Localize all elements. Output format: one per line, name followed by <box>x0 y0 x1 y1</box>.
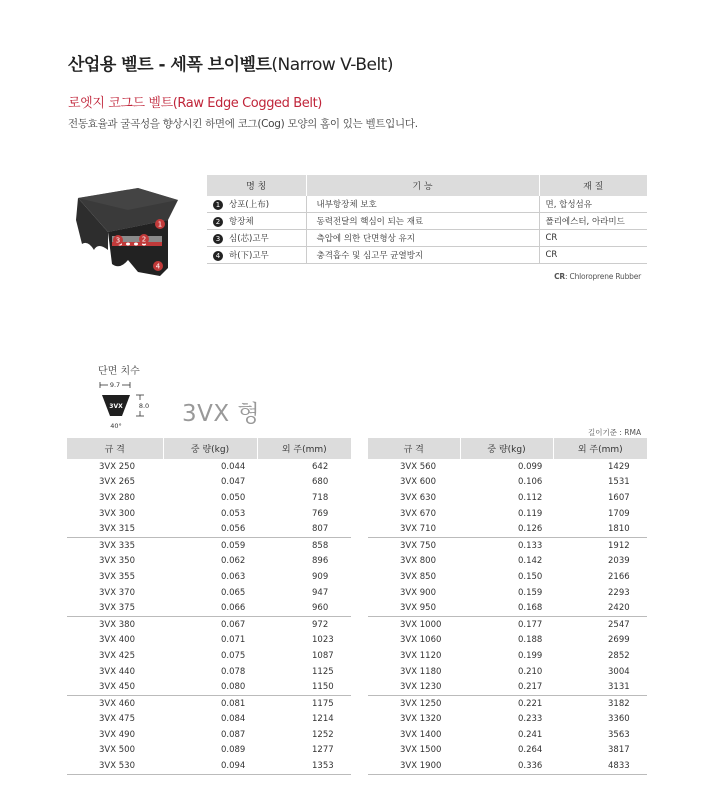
table-row <box>67 475 351 491</box>
table-row <box>368 600 647 616</box>
size-cell: 3VX 350 <box>99 556 135 567</box>
weight-cell: 0.056 <box>221 524 246 535</box>
weight-cell: 0.044 <box>221 461 246 472</box>
spec-material-cell: CR <box>539 230 647 247</box>
size-cell: 3VX 1250 <box>368 695 460 711</box>
circumference-cell: 1023 <box>312 635 334 646</box>
size-cell: 3VX 560 <box>400 461 436 472</box>
spec-number-badge: 1 <box>213 200 223 210</box>
height-dimension: 8.0 <box>138 402 150 410</box>
circumference-cell: 680 <box>312 477 329 488</box>
size-cell: 3VX 335 <box>67 537 163 553</box>
circumference-cell: 3004 <box>608 666 630 677</box>
component-spec-table <box>207 175 647 264</box>
weight-cell: 0.084 <box>221 714 246 725</box>
dimension-table-left <box>67 438 351 775</box>
circumference-cell: 2293 <box>608 587 630 598</box>
table-row <box>368 616 647 632</box>
spec-header-function: 기 능 <box>306 175 539 196</box>
size-cell: 3VX 425 <box>99 650 135 661</box>
circumference-cell: 1429 <box>608 461 630 472</box>
size-cell: 3VX 1320 <box>400 714 442 725</box>
size-cell: 3VX 460 <box>67 695 163 711</box>
circumference-cell: 2547 <box>553 616 647 632</box>
spec-number-badge: 2 <box>213 217 223 227</box>
spec-material-cell: 면, 합성섬유 <box>539 196 647 213</box>
table-row <box>368 521 647 537</box>
table-row <box>67 633 351 649</box>
spec-name-cell <box>207 196 306 213</box>
spec-component-name: 하(下)고무 <box>229 251 269 261</box>
spec-header-name: 명 칭 <box>207 175 306 196</box>
weight-cell: 0.087 <box>221 729 246 740</box>
spec-component-name: 상포(上布) <box>229 200 270 210</box>
spec-row <box>207 196 647 213</box>
profile-label: 3VX <box>109 403 123 410</box>
spec-row <box>207 230 647 247</box>
weight-cell: 0.142 <box>518 556 543 567</box>
circumference-cell: 3563 <box>608 729 630 740</box>
spec-function-cell: 충격흡수 및 심고무 균열방지 <box>306 247 539 264</box>
circumference-cell: 1353 <box>312 761 334 772</box>
length-standard-note: 길이기준 : RMA <box>588 428 642 437</box>
size-cell: 3VX 1000 <box>368 616 460 632</box>
weight-cell: 0.094 <box>221 761 246 772</box>
belt-profile-diagram <box>96 378 156 434</box>
circumference-cell: 858 <box>257 537 351 553</box>
weight-cell: 0.210 <box>518 666 543 677</box>
circumference-cell: 1125 <box>312 666 334 677</box>
weight-cell: 0.066 <box>221 603 246 614</box>
table-row <box>67 679 351 695</box>
size-cell: 3VX 900 <box>400 587 436 598</box>
size-cell: 3VX 1400 <box>400 729 442 740</box>
weight-cell: 0.168 <box>518 603 543 614</box>
circumference-cell: 2039 <box>608 556 630 567</box>
spec-material-cell: 폴리에스터, 아라미드 <box>539 213 647 230</box>
belt-cross-section-illustration <box>68 180 200 280</box>
size-cell: 3VX 400 <box>99 635 135 646</box>
table-row <box>368 712 647 728</box>
weight-cell: 0.159 <box>518 587 543 598</box>
spec-component-name: 항장체 <box>229 217 254 227</box>
width-dimension: 9.7 <box>109 381 121 389</box>
right-table-body <box>368 459 647 774</box>
table-row <box>368 506 647 522</box>
size-cell: 3VX 355 <box>99 571 135 582</box>
weight-cell: 0.099 <box>518 461 543 472</box>
weight-cell: 0.078 <box>221 666 246 677</box>
description: 전동효율과 굴곡성을 향상시킨 하면에 코그(Cog) 모양의 홈이 있는 벨트입니다. <box>68 118 418 130</box>
table-row <box>368 537 647 553</box>
circumference-cell: 1607 <box>608 492 630 503</box>
table-row <box>67 459 351 475</box>
table-row <box>67 727 351 743</box>
weight-cell: 0.264 <box>518 745 543 756</box>
table-row <box>368 743 647 759</box>
weight-cell: 0.075 <box>221 650 246 661</box>
circumference-cell: 1214 <box>312 714 334 725</box>
right-header-weight: 중 량(kg) <box>460 438 553 459</box>
size-cell: 3VX 370 <box>99 587 135 598</box>
circumference-cell: 947 <box>312 587 329 598</box>
size-cell: 3VX 630 <box>400 492 436 503</box>
weight-cell: 0.047 <box>221 477 246 488</box>
weight-cell: 0.081 <box>163 695 257 711</box>
table-row <box>67 569 351 585</box>
size-cell: 3VX 850 <box>400 571 436 582</box>
spec-row <box>207 213 647 230</box>
cr-note-text: : Chloroprene Rubber <box>565 272 641 281</box>
label-3-text: 3 <box>115 236 121 245</box>
weight-cell: 0.133 <box>460 537 553 553</box>
weight-cell: 0.150 <box>518 571 543 582</box>
right-header-circumference: 외 주(mm) <box>553 438 647 459</box>
spec-name-cell <box>207 247 306 264</box>
circumference-cell: 1150 <box>312 682 334 693</box>
weight-cell: 0.112 <box>518 492 543 503</box>
circumference-cell: 3360 <box>608 714 630 725</box>
weight-cell: 0.199 <box>518 650 543 661</box>
table-row <box>67 600 351 616</box>
size-cell: 3VX 600 <box>400 477 436 488</box>
table-row <box>368 679 647 695</box>
size-cell: 3VX 950 <box>400 603 436 614</box>
weight-cell: 0.089 <box>221 745 246 756</box>
spec-row <box>207 247 647 264</box>
circumference-cell: 3817 <box>608 745 630 756</box>
spec-name-cell <box>207 213 306 230</box>
cr-note <box>540 272 641 281</box>
dimension-table-right <box>368 438 647 775</box>
weight-cell: 0.050 <box>221 492 246 503</box>
table-row <box>368 475 647 491</box>
table-row <box>368 569 647 585</box>
weight-cell: 0.059 <box>163 537 257 553</box>
spec-number-badge: 3 <box>213 234 223 244</box>
belt-type-label: 3VX 형 <box>182 401 261 427</box>
spec-table-body <box>207 196 647 264</box>
spec-function-cell: 내부항장체 보호 <box>306 196 539 213</box>
size-cell: 3VX 750 <box>368 537 460 553</box>
size-cell: 3VX 530 <box>99 761 135 772</box>
size-cell: 3VX 440 <box>99 666 135 677</box>
table-row <box>67 758 351 774</box>
circumference-cell: 769 <box>312 508 329 519</box>
circumference-cell: 1912 <box>553 537 647 553</box>
spec-material-cell: CR <box>539 247 647 264</box>
cr-note-key: CR <box>554 272 566 281</box>
size-cell: 3VX 380 <box>67 616 163 632</box>
circumference-cell: 1252 <box>312 729 334 740</box>
table-row <box>368 554 647 570</box>
weight-cell: 0.336 <box>518 761 543 772</box>
size-cell: 3VX 1060 <box>400 635 442 646</box>
weight-cell: 0.188 <box>518 635 543 646</box>
table-row <box>67 585 351 601</box>
circumference-cell: 1531 <box>608 477 630 488</box>
size-cell: 3VX 500 <box>99 745 135 756</box>
weight-cell: 0.080 <box>221 682 246 693</box>
weight-cell: 0.053 <box>221 508 246 519</box>
subtitle: 로엣지 코그드 벨트(Raw Edge Cogged Belt) <box>68 96 322 111</box>
circumference-cell: 3131 <box>608 682 630 693</box>
page-title <box>68 50 393 75</box>
table-row <box>368 758 647 774</box>
size-cell: 3VX 280 <box>99 492 135 503</box>
table-row <box>67 554 351 570</box>
table-row <box>368 727 647 743</box>
circumference-cell: 718 <box>312 492 329 503</box>
size-cell: 3VX 1120 <box>400 650 442 661</box>
weight-cell: 0.106 <box>518 477 543 488</box>
circumference-cell: 3182 <box>553 695 647 711</box>
left-header-size: 규 격 <box>67 438 163 459</box>
size-cell: 3VX 450 <box>99 682 135 693</box>
weight-cell: 0.067 <box>163 616 257 632</box>
weight-cell: 0.062 <box>221 556 246 567</box>
weight-cell: 0.221 <box>460 695 553 711</box>
table-row <box>67 616 351 632</box>
spec-function-cell: 동력전달의 핵심이 되는 재료 <box>306 213 539 230</box>
label-4-text: 4 <box>155 262 161 271</box>
circumference-cell: 4833 <box>608 761 630 772</box>
title-ko: 산업용 벨트 - 세폭 브이벨트 <box>68 55 272 75</box>
circumference-cell: 1277 <box>312 745 334 756</box>
left-header-circumference: 외 주(mm) <box>257 438 351 459</box>
size-cell: 3VX 250 <box>99 461 135 472</box>
table-row <box>67 506 351 522</box>
weight-cell: 0.071 <box>221 635 246 646</box>
circumference-cell: 2420 <box>608 603 630 614</box>
weight-cell: 0.119 <box>518 508 543 519</box>
circumference-cell: 960 <box>312 603 329 614</box>
size-cell: 3VX 1230 <box>400 682 442 693</box>
size-cell: 3VX 375 <box>99 603 135 614</box>
circumference-cell: 2166 <box>608 571 630 582</box>
size-cell: 3VX 1500 <box>400 745 442 756</box>
table-row <box>368 459 647 475</box>
size-cell: 3VX 490 <box>99 729 135 740</box>
label-2-text: 2 <box>141 235 147 244</box>
section-dimension-label: 단면 치수 <box>98 366 140 377</box>
size-cell: 3VX 315 <box>99 524 135 535</box>
weight-cell: 0.063 <box>221 571 246 582</box>
table-row <box>368 664 647 680</box>
size-cell: 3VX 1900 <box>400 761 442 772</box>
circumference-cell: 2699 <box>608 635 630 646</box>
spec-function-cell: 측압에 의한 단면형상 유지 <box>306 230 539 247</box>
size-cell: 3VX 300 <box>99 508 135 519</box>
right-header-size: 규 격 <box>368 438 460 459</box>
table-row <box>67 648 351 664</box>
size-cell: 3VX 265 <box>99 477 135 488</box>
spec-component-name: 심(芯)고무 <box>229 234 269 244</box>
spec-name-cell <box>207 230 306 247</box>
weight-cell: 0.217 <box>518 682 543 693</box>
table-row <box>67 521 351 537</box>
circumference-cell: 972 <box>257 616 351 632</box>
weight-cell: 0.177 <box>460 616 553 632</box>
weight-cell: 0.241 <box>518 729 543 740</box>
table-row <box>67 695 351 711</box>
spec-header-material: 재 질 <box>539 175 647 196</box>
table-row <box>67 537 351 553</box>
circumference-cell: 2852 <box>608 650 630 661</box>
label-1-text: 1 <box>157 220 163 229</box>
circumference-cell: 807 <box>312 524 329 535</box>
weight-cell: 0.065 <box>221 587 246 598</box>
spec-number-badge: 4 <box>213 251 223 261</box>
circumference-cell: 1087 <box>312 650 334 661</box>
circumference-cell: 642 <box>312 461 329 472</box>
table-row <box>67 712 351 728</box>
table-row <box>368 490 647 506</box>
size-cell: 3VX 710 <box>400 524 436 535</box>
size-cell: 3VX 1180 <box>400 666 442 677</box>
table-row <box>368 695 647 711</box>
title-en: (Narrow V-Belt) <box>271 55 393 75</box>
circumference-cell: 1709 <box>608 508 630 519</box>
angle-dimension: 40° <box>110 422 122 430</box>
circumference-cell: 1175 <box>257 695 351 711</box>
size-cell: 3VX 800 <box>400 556 436 567</box>
left-table-body <box>67 459 351 774</box>
circumference-cell: 909 <box>312 571 329 582</box>
table-row <box>368 633 647 649</box>
weight-cell: 0.126 <box>518 524 543 535</box>
left-header-weight: 중 량(kg) <box>163 438 257 459</box>
weight-cell: 0.233 <box>518 714 543 725</box>
table-row <box>368 585 647 601</box>
size-cell: 3VX 475 <box>99 714 135 725</box>
table-row <box>368 648 647 664</box>
circumference-cell: 896 <box>312 556 329 567</box>
size-cell: 3VX 670 <box>400 508 436 519</box>
table-row <box>67 743 351 759</box>
circumference-cell: 1810 <box>608 524 630 535</box>
table-row <box>67 490 351 506</box>
table-row <box>67 664 351 680</box>
